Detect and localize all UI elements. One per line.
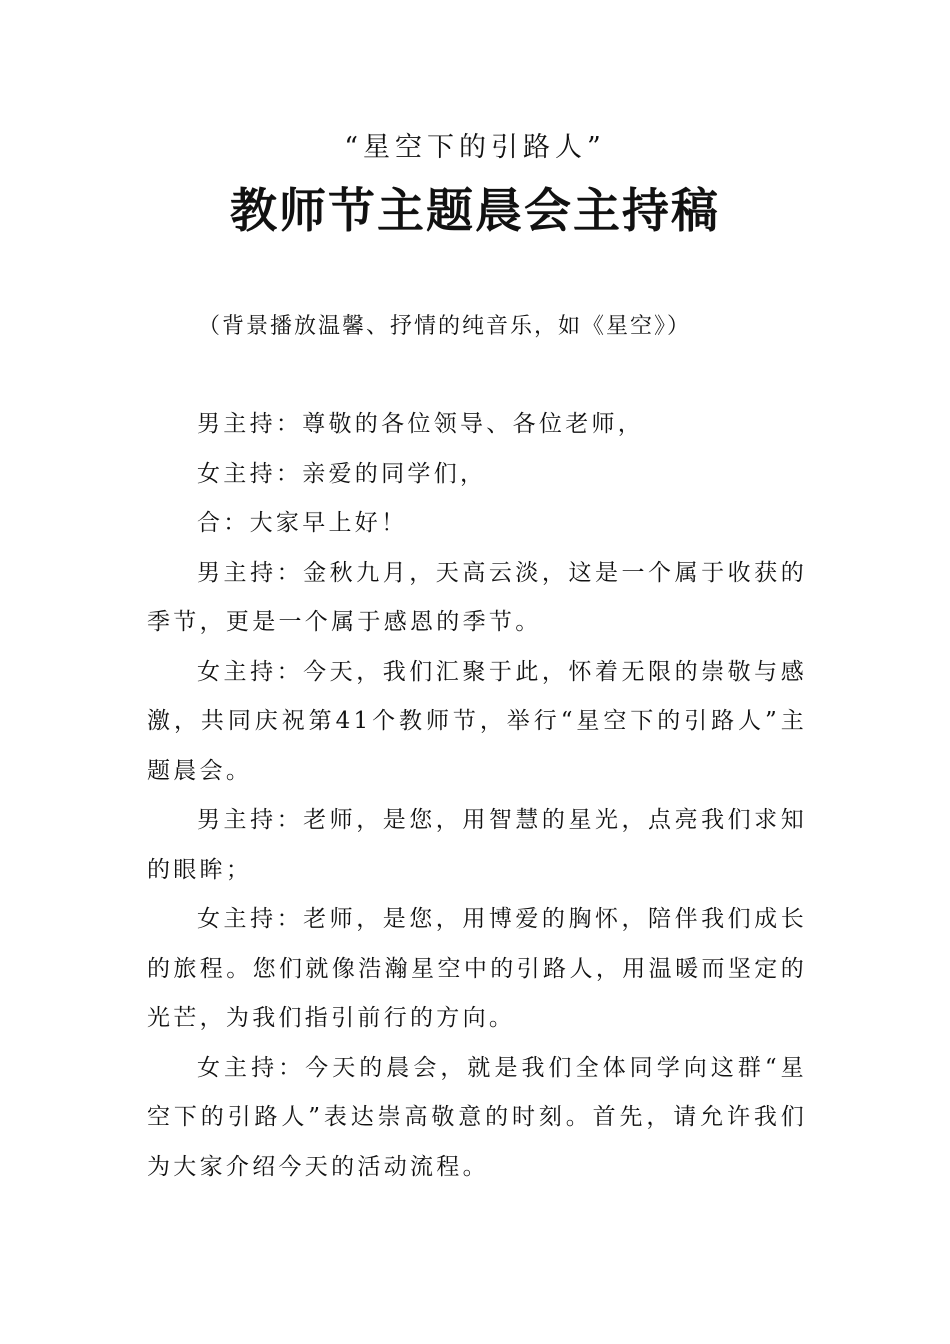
script-paragraph: 男主持：老师，是您，用智慧的星光，点亮我们求知的眼眸； bbox=[147, 807, 807, 883]
script-paragraph: 女主持：老师，是您，用博爱的胸怀，陪伴我们成长的旅程。您们就像浩瀚星空中的引路人，用温暖而坚定的光芒，为我们指引前行的方向。 bbox=[147, 906, 807, 1031]
script-paragraph: 男主持：金秋九月，天高云淡，这是一个属于收获的季节，更是一个属于感恩的季节。 bbox=[147, 559, 807, 635]
script-paragraph: 合：大家早上好！ bbox=[197, 510, 408, 536]
document-title: 教师节主题晨会主持稿 bbox=[230, 184, 720, 239]
document-subtitle: “星空下的引路人” bbox=[344, 132, 606, 163]
script-paragraph: 男主持：尊敬的各位领导、各位老师， bbox=[197, 411, 645, 437]
script-paragraph: 女主持：亲爱的同学们， bbox=[197, 460, 487, 487]
script-body bbox=[147, 400, 807, 1192]
script-paragraph: 女主持：今天的晨会，就是我们全体同学向这群“星空下的引路人”表达崇高敬意的时刻。首先，请允许我们为大家介绍今天的活动流程。 bbox=[147, 1054, 807, 1180]
script-paragraph: 女主持：今天，我们汇聚于此，怀着无限的崇敬与感激，共同庆祝第41个教师节，举行“星空下的引路人”主题晨会。 bbox=[147, 658, 807, 784]
stage-note: （背景播放温馨、抒情的纯音乐，如《星空》） bbox=[198, 314, 692, 339]
